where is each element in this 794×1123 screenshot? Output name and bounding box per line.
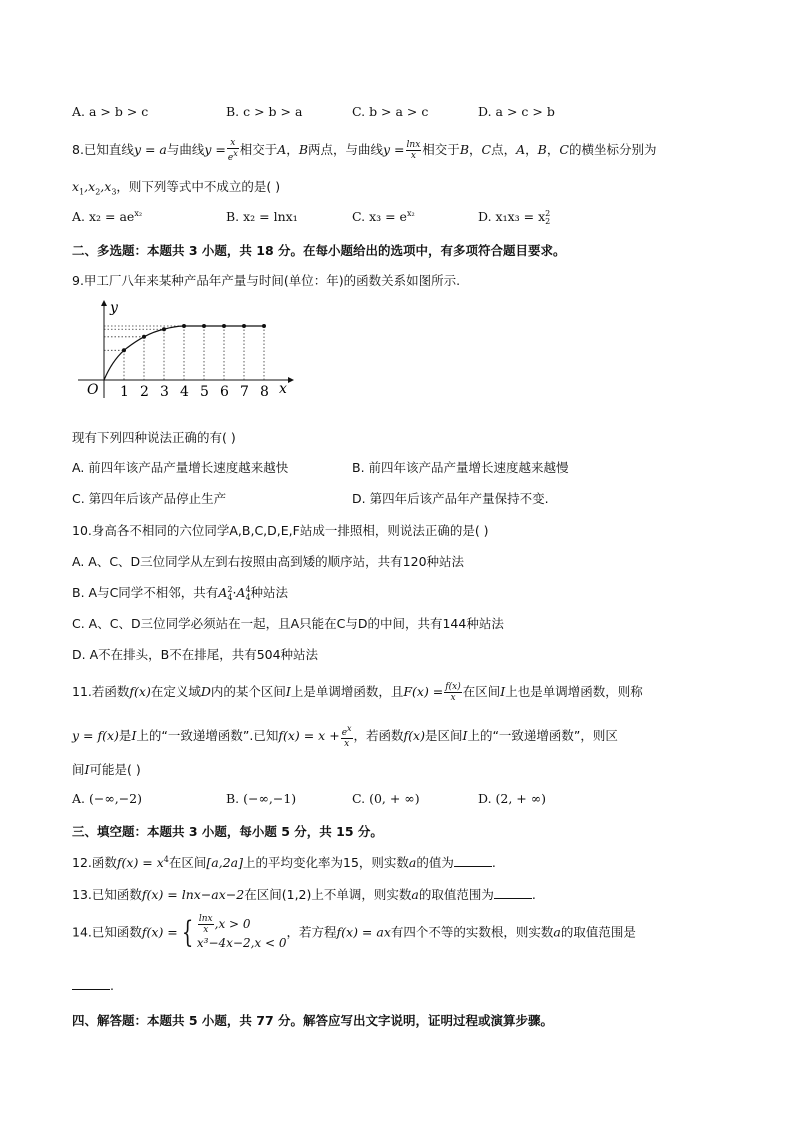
x-tick-label: 1: [120, 384, 129, 400]
q8-option-a: A. $x_2 = ae^{x_2}$: [72, 209, 143, 225]
data-point: [222, 324, 226, 328]
q10-option-b: B. A与C同学不相邻，共有A 2 4 ·A 4 4 种站法: [72, 584, 289, 602]
q11-fraction-2: $\frac{e^x}{x}$: [341, 724, 352, 749]
q11-stem-line2: y = f(x)是I上的“一致递增函数”.已知f(x) = x + $\frac{e^x}{x}$ ，若函数f(x)是区间I上的“一致递增函数”，则区: [72, 724, 618, 749]
x-tick-label: 2: [140, 384, 149, 400]
q10-stem: 10.身高各不相同的六位同学A,B,C,D,E,F站成一排照相，则说法正确的是( ): [72, 523, 489, 538]
q10-option-c: C. A、C、D三位同学必须站在一起，且A只能在C与D的中间，共有144种站法: [72, 616, 504, 631]
q13-stem: 13.已知函数f(x) = lnx−ax−2在区间(1,2)上不单调，则实数a的取值范围为 .: [72, 887, 536, 902]
q14-answer-line: .: [72, 978, 114, 993]
data-point: [122, 348, 126, 352]
q8-fraction-2: $\frac{\ln x}{x}$: [406, 140, 421, 161]
x-tick-label: 3: [160, 384, 169, 400]
q9-graph: [76, 298, 296, 402]
x-tick-label: 4: [180, 384, 189, 400]
q8-option-d: D. x₁x₃ = x 2 2: [478, 208, 551, 226]
q8-fraction-1: $\frac{x}{e^x}$: [227, 138, 238, 163]
q9-option-a: A. 前四年该产品产量增长速度越来越快: [72, 460, 289, 475]
data-point: [182, 324, 186, 328]
q10-option-a: A. A、C、D三位同学从左到右按照由高到矮的顺序站，共有120种站法: [72, 554, 465, 569]
q8-option-c: C. $x_3 = e^{x_2}$: [352, 209, 415, 225]
q9-prompt: 现有下列四种说法正确的有( ): [72, 430, 236, 445]
q9-option-d: D. 第四年后该产品年产量保持不变.: [352, 491, 549, 506]
x-tick-label: 8: [260, 384, 269, 400]
q9-function-graph: [76, 298, 296, 402]
q8-stem-line2: $x_1,x_2,x_3$，则下列等式中不成立的是( ): [72, 179, 281, 197]
data-point: [142, 335, 146, 339]
q14-stem: 14.已知函数f(x) = { $\frac{\ln x}{x}$ ,x > 0 x³−4x−2,x < 0 ，若方程f(x) = ax有四个不等的实数根，则实数a的取值范围是: [72, 914, 636, 950]
q14-piecewise-brace: {: [181, 915, 194, 950]
origin-label: O: [87, 382, 99, 398]
q11-stem-line3: 间I可能是( ): [72, 762, 141, 777]
x-axis-label: x: [279, 381, 287, 397]
q7-option-d: D. a > c > b: [478, 104, 555, 119]
q8-option-b: B. x₂ = lnx₁: [226, 209, 298, 224]
section-4-heading: 四、解答题：本题共 5 小题，共 77 分。解答应写出文字说明，证明过程或演算步骤。: [72, 1013, 554, 1028]
q9-option-c: C. 第四年后该产品停止生产: [72, 491, 227, 506]
data-point: [162, 327, 166, 331]
y-axis-label: y: [110, 300, 118, 316]
q7-option-a: A. a > b > c: [72, 104, 149, 119]
q7-option-c: C. b > a > c: [352, 104, 429, 119]
section-3-heading: 三、填空题：本题共 3 小题，每小题 5 分，共 15 分。: [72, 824, 383, 839]
q12-answer-blank: [454, 856, 492, 867]
q11-option-b: B. (−∞,−1): [226, 791, 297, 806]
data-point: [262, 324, 266, 328]
q13-answer-blank: [494, 888, 532, 899]
q14-piecewise-cases: $\frac{\ln x}{x}$ ,x > 0 x³−4x−2,x < 0: [196, 914, 287, 950]
q11-fraction-1: $\frac{f(x)}{x}$: [445, 682, 461, 703]
data-point: [202, 324, 206, 328]
q9-stem: 9.甲工厂八年来某种产品年产量与时间(单位：年)的函数关系如图所示.: [72, 273, 461, 288]
q14-answer-blank: [72, 979, 110, 990]
q7-option-b: B. c > b > a: [226, 104, 303, 119]
q11-stem-line1: 11.若函数f(x)在定义域D内的某个区间I上是单调增函数，且F(x) = $\frac{f(x)}{x}$ 在区间I上也是单调增函数，则称: [72, 682, 643, 703]
q9-option-b: B. 前四年该产品产量增长速度越来越慢: [352, 460, 569, 475]
q12-stem: 12.函数$f(x) = x^4$在区间[a,2a]上的平均变化率为15，则实数a的值为 .: [72, 854, 496, 870]
x-tick-label: 5: [200, 384, 209, 400]
q11-option-d: D. (2, + ∞): [478, 791, 547, 806]
x-tick-label: 6: [220, 384, 229, 400]
section-2-heading: 二、多选题：本题共 3 小题，共 18 分。在每小题给出的选项中，有多项符合题目要求。: [72, 243, 566, 258]
y-axis-arrow: [101, 300, 107, 306]
q11-option-c: C. (0, + ∞): [352, 791, 420, 806]
q10-option-d: D. A不在排头，B不在排尾，共有504种站法: [72, 647, 319, 662]
q11-option-a: A. (−∞,−2): [72, 791, 143, 806]
x-tick-label: 7: [240, 384, 249, 400]
data-point: [242, 324, 246, 328]
q8-stem-line1: 8.已知直线y = a与曲线y = $\frac{x}{e^x}$ 相交于A，B两点，与曲线y = $\frac{\ln x}{x}$ 相交于B，C点，A，B，C的横坐标分别为: [72, 138, 657, 163]
x-axis-arrow: [288, 377, 294, 383]
